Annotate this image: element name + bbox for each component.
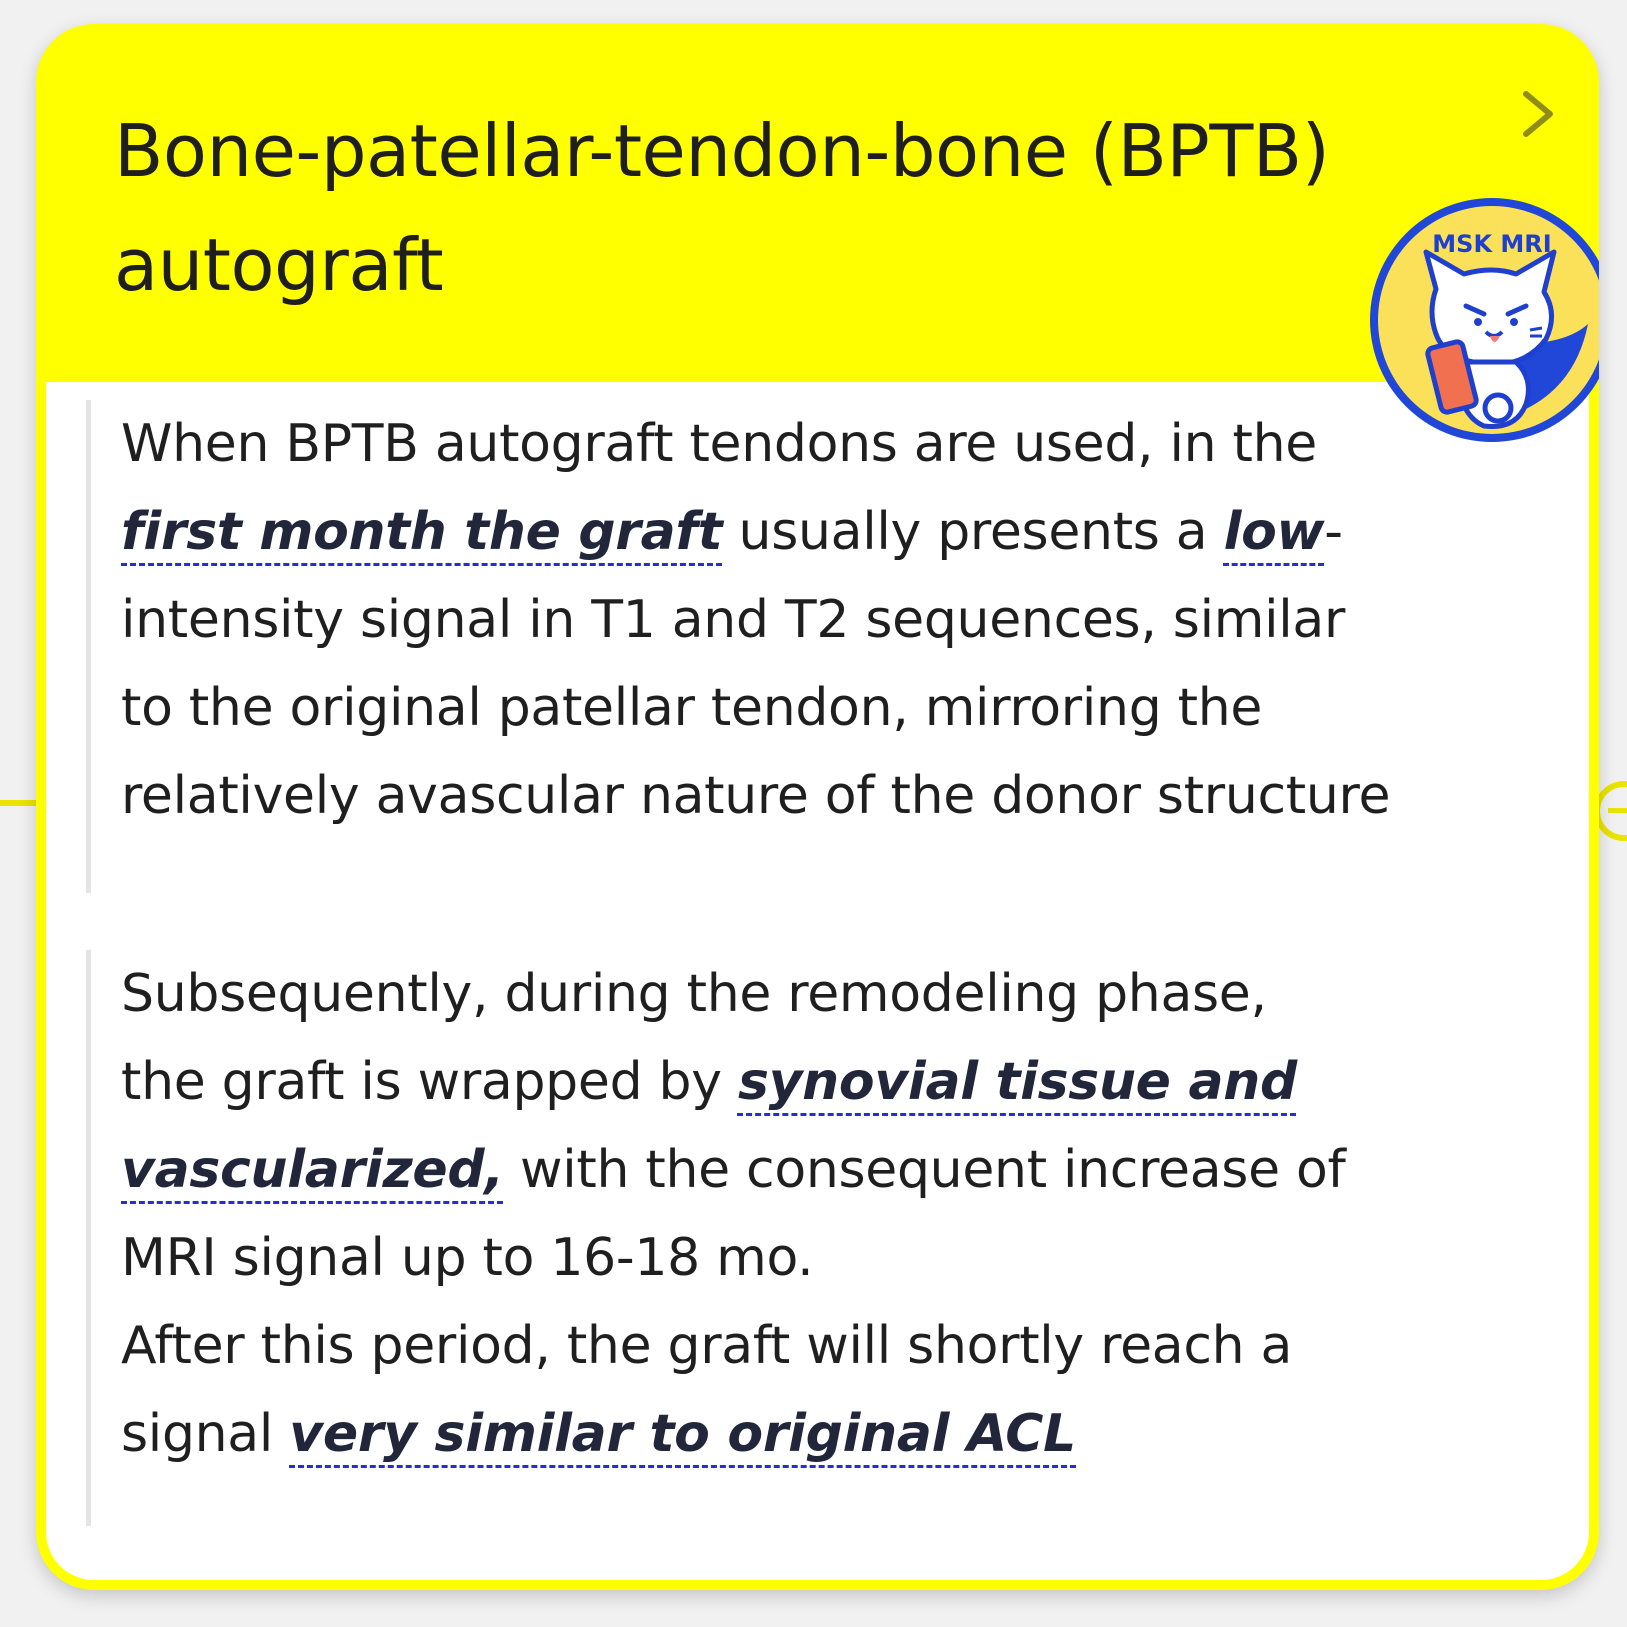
msk-mri-logo — [1366, 194, 1599, 446]
mindmap-card[interactable] — [36, 24, 1599, 1590]
card-body — [46, 382, 1589, 1580]
text-line: intensity signal in T1 and T2 sequences, similar — [121, 590, 1346, 650]
card-title: Bone-patellar-tendon-bone (BPTB) autograft — [114, 109, 1330, 307]
highlight-similar-acl: very similar to original ACL — [289, 1404, 1077, 1464]
chevron-right-icon[interactable] — [1510, 84, 1570, 144]
highlight-low: low — [1223, 502, 1325, 562]
text-line: Subsequently, during the remodeling phase, — [121, 964, 1267, 1024]
text-line: to the original patellar tendon, mirroring the — [121, 678, 1263, 738]
text-line: the graft is wrapped by synovial tissue and — [121, 1052, 1297, 1112]
text-line: vascularized, with the consequent increase of — [121, 1140, 1346, 1200]
connector-line-left — [0, 800, 38, 806]
highlight-first-month: first month the graft — [121, 502, 723, 562]
svg-text:MSK MRI: MSK MRI — [1432, 230, 1552, 258]
text-block-remodeling-phase — [86, 950, 1346, 1526]
highlight-vascularized: vascularized, — [121, 1140, 504, 1200]
highlight-synovial-tissue: synovial tissue and — [737, 1052, 1297, 1112]
text-line: MRI signal up to 16-18 mo. — [121, 1228, 814, 1288]
text-line: After this period, the graft will shortly reach a — [121, 1316, 1293, 1376]
text-block-early-phase — [86, 400, 1390, 893]
text-line: relatively avascular nature of the donor structure — [121, 766, 1391, 826]
text-line: signal very similar to original ACL — [121, 1404, 1077, 1464]
text-line: When BPTB autograft tendons are used, in the — [121, 414, 1317, 474]
text-line: first month the graft usually presents a low- — [121, 502, 1343, 562]
